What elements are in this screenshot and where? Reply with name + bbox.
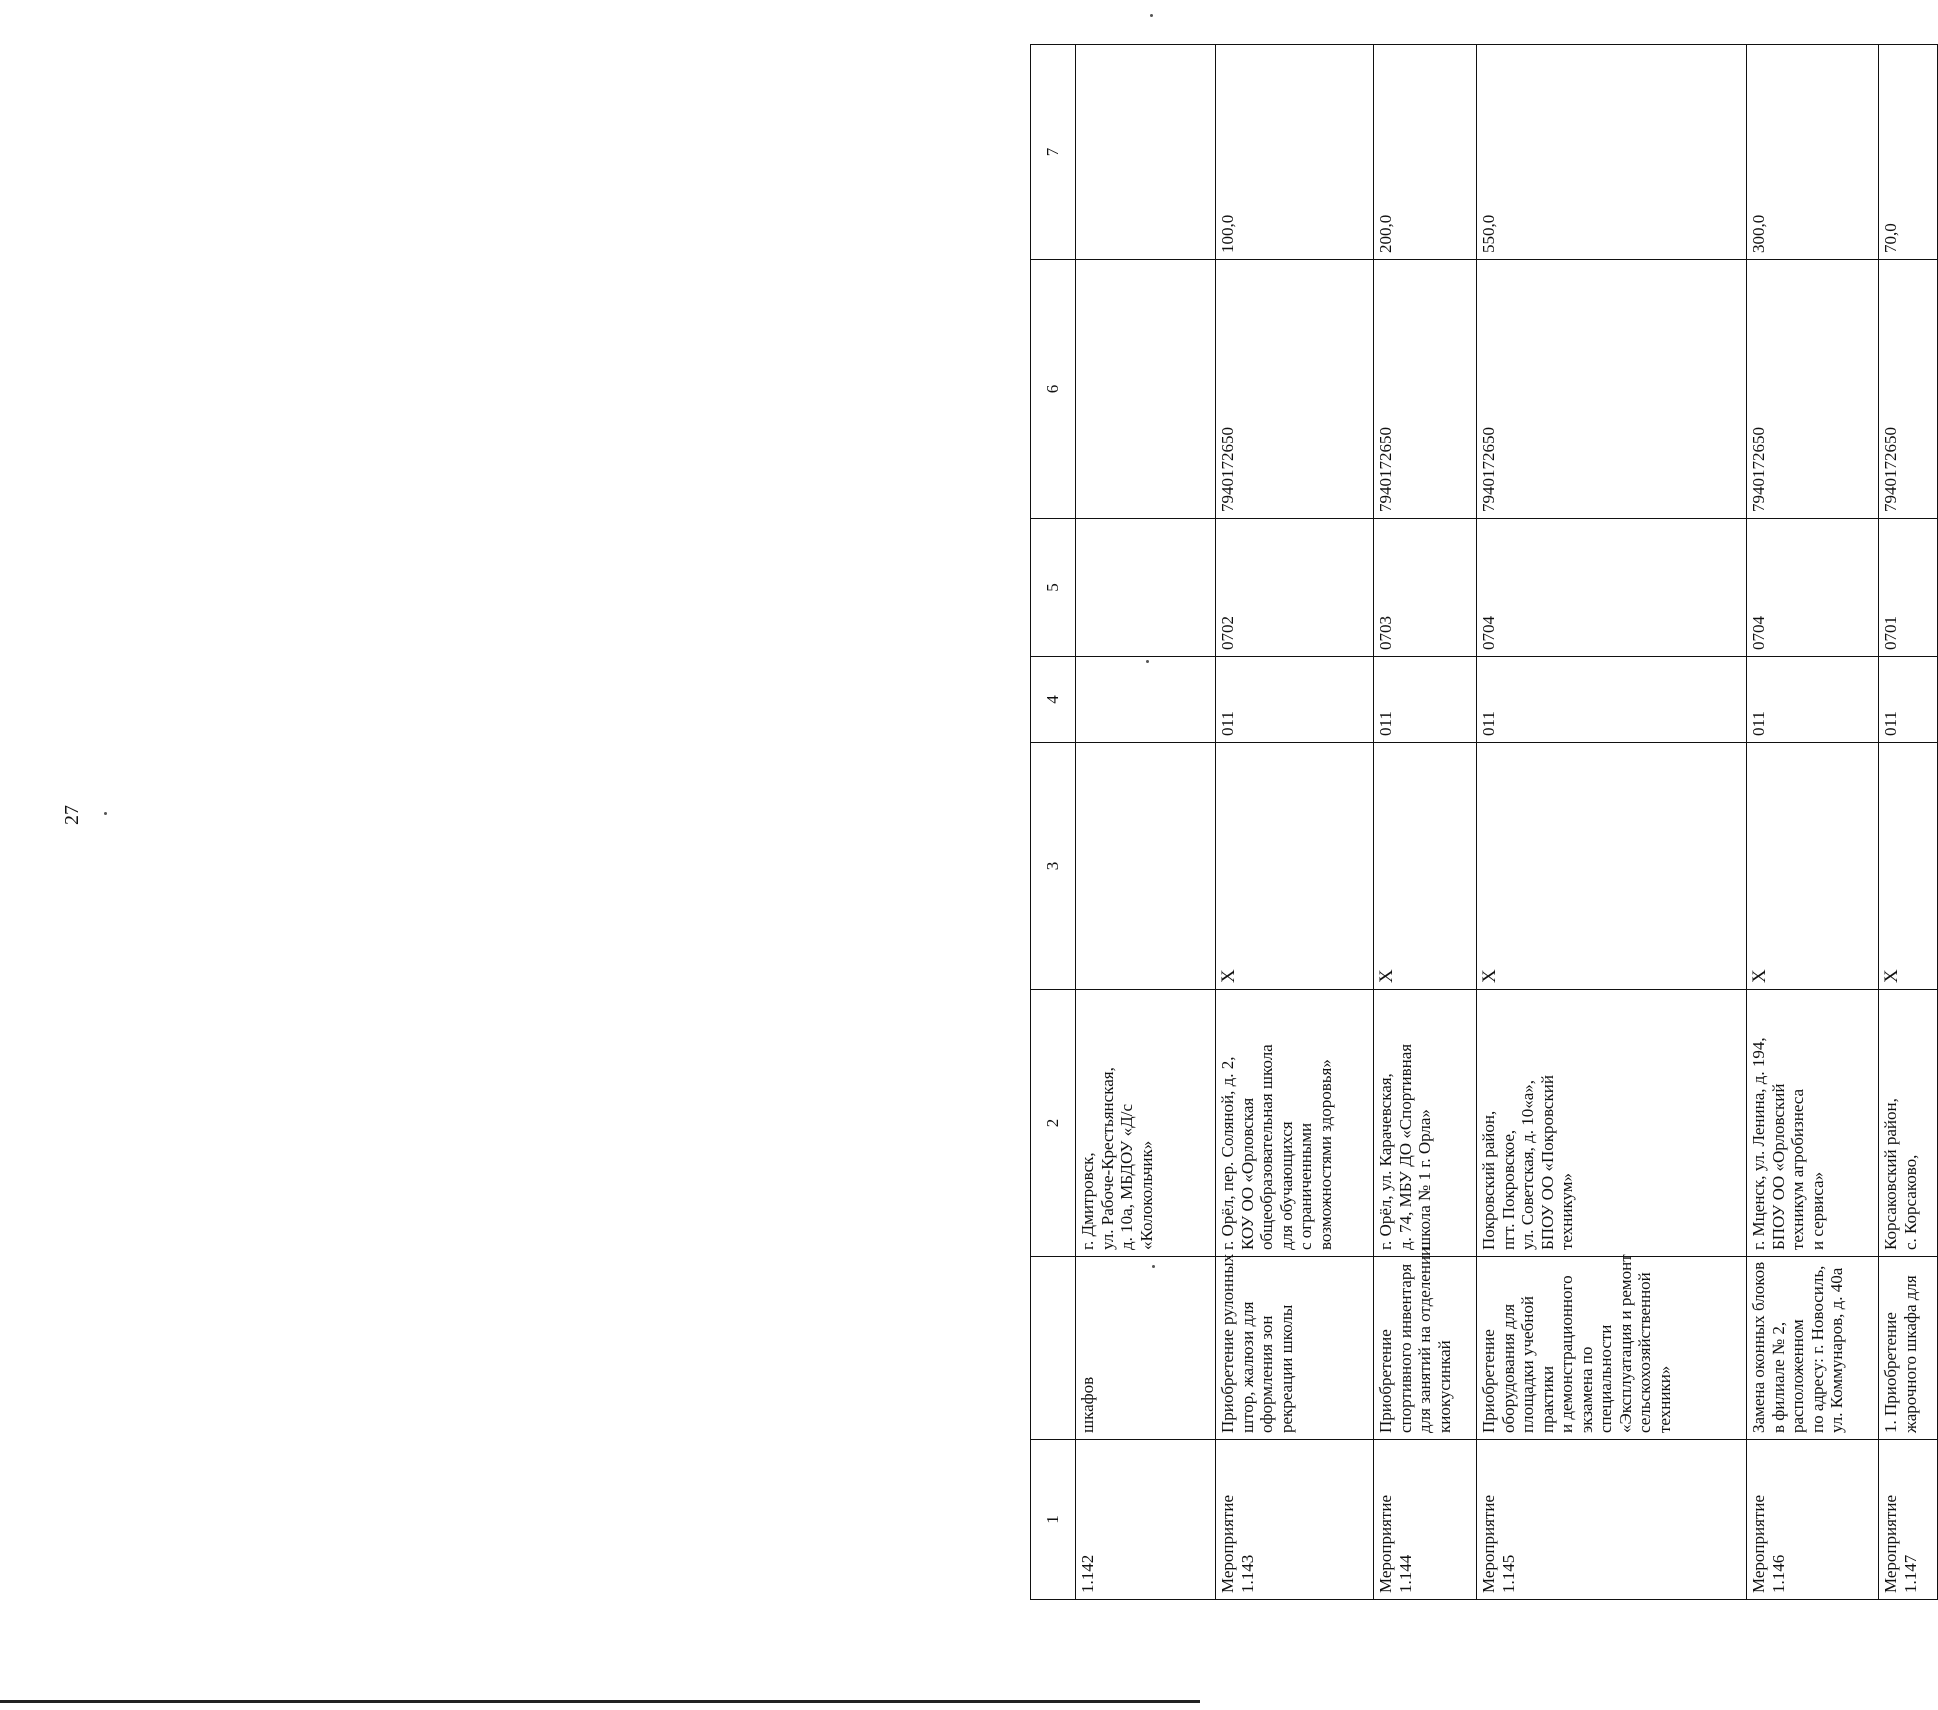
cell-line: для занятий на отделении: [1415, 1246, 1435, 1433]
table-row: [1477, 45, 1747, 1600]
cell-line: Замена оконных блоков: [1749, 1261, 1768, 1433]
code-cell: 011: [1216, 657, 1374, 743]
cell-line: г. Орёл, ул. Карачевская,: [1376, 1073, 1395, 1250]
cell-line: техникум агробизнеса: [1788, 1088, 1808, 1250]
cell-line: оформления зон: [1257, 1315, 1277, 1433]
cell-line: 1. Приобретение: [1881, 1312, 1900, 1433]
target-article-cell: [1076, 260, 1216, 519]
cell-line: Приобретение: [1479, 1329, 1498, 1433]
cell-line: ул. Рабоче-Крестьянская,: [1097, 1067, 1117, 1250]
section-code-cell: 0704: [1747, 519, 1879, 657]
cell-line: экзамена по: [1576, 1346, 1596, 1433]
cell-line: с. Корсаково,: [1900, 1154, 1920, 1250]
activity-address-cell: [1879, 990, 1938, 1257]
section-code-cell: 0701: [1879, 519, 1938, 657]
cell-line: сельскохозяйственной: [1635, 1272, 1655, 1433]
scan-speck: [1146, 660, 1149, 663]
cell-line: Корсаковский район,: [1881, 1098, 1900, 1250]
budget-activities-table: [1030, 44, 1938, 1600]
cell-line: расположенном: [1788, 1319, 1808, 1433]
code-cell: 011: [1477, 657, 1747, 743]
amount-cell: 200,0: [1374, 45, 1477, 260]
activity-description-cell: [1216, 1253, 1374, 1440]
cell-line: в филиале № 2,: [1768, 1321, 1788, 1433]
mark-cell: X: [1216, 743, 1374, 990]
header-col-1b: [1031, 1257, 1076, 1440]
cell-line: шкафов: [1078, 1376, 1097, 1433]
header-col-2: 2: [1031, 990, 1076, 1257]
mark-cell: X: [1747, 743, 1879, 990]
cell-line: рекреации школы: [1276, 1304, 1296, 1433]
activity-description-cell: [1374, 1246, 1477, 1440]
cell-line: пгт. Покровское,: [1498, 1129, 1518, 1250]
page-number: 27: [61, 805, 83, 825]
cell-line: техники»: [1654, 1365, 1674, 1433]
activity-address-cell: [1216, 990, 1374, 1257]
cell-line: и демонстрационного: [1557, 1275, 1577, 1433]
cell-line: для обучающихся: [1276, 1121, 1296, 1250]
amount-cell: [1076, 45, 1216, 260]
cell-line: д. 74, МБУ ДО «Спортивная: [1395, 1043, 1415, 1250]
table-body: [1076, 45, 1938, 1600]
cell-line: по адресу: г. Новосиль,: [1807, 1265, 1827, 1433]
header-col-3: 3: [1031, 743, 1076, 990]
cell-line: Приобретение: [1376, 1329, 1395, 1433]
code-cell: [1076, 657, 1216, 743]
code-cell: 011: [1374, 657, 1477, 743]
table-row: [1747, 45, 1879, 1600]
header-col-1: 1: [1031, 1440, 1076, 1600]
mark-cell: X: [1879, 743, 1938, 990]
table-row: [1076, 45, 1216, 1600]
cell-line: Мероприятие: [1479, 1494, 1498, 1593]
target-article-cell: 7940172650: [1216, 260, 1374, 519]
cell-line: г. Орёл, пер. Соляной, д. 2,: [1218, 1056, 1237, 1250]
cell-line: возможностями здоровья»: [1315, 1059, 1335, 1250]
activity-description-cell: [1879, 1257, 1938, 1440]
header-col-4: 4: [1031, 657, 1076, 743]
mark-cell: X: [1374, 743, 1477, 990]
section-code-cell: [1076, 519, 1216, 657]
cell-line: БПОУ ОО «Орловский: [1768, 1083, 1788, 1250]
cell-line: площадки учебной: [1518, 1296, 1538, 1433]
activity-number-cell: [1076, 1440, 1216, 1600]
cell-line: «Эксплуатация и ремонт: [1615, 1254, 1635, 1433]
activity-number-cell: [1747, 1440, 1879, 1600]
amount-cell: 70,0: [1879, 45, 1938, 260]
cell-line: спортивного инвентаря: [1395, 1263, 1415, 1433]
activity-description-cell: [1477, 1254, 1747, 1440]
activity-address-cell: [1374, 990, 1477, 1257]
activity-number-cell: [1477, 1440, 1747, 1600]
header-col-6: 6: [1031, 260, 1076, 519]
target-article-cell: 7940172650: [1374, 260, 1477, 519]
target-article-cell: 7940172650: [1477, 260, 1747, 519]
cell-line: практики: [1537, 1365, 1557, 1433]
cell-line: Мероприятие: [1749, 1494, 1768, 1593]
amount-cell: 300,0: [1747, 45, 1879, 260]
section-code-cell: 0703: [1374, 519, 1477, 657]
code-cell: 011: [1879, 657, 1938, 743]
cell-line: Мероприятие: [1881, 1494, 1900, 1593]
scan-speck: [1152, 1265, 1155, 1268]
target-article-cell: 7940172650: [1747, 260, 1879, 519]
scan-speck: [104, 812, 107, 815]
cell-line: Покровский район,: [1479, 1110, 1498, 1250]
cell-line: ул. Коммунаров, д. 40а: [1827, 1267, 1847, 1433]
table-header-row: [1031, 45, 1076, 1600]
activity-description-cell: [1747, 1257, 1879, 1440]
cell-line: жарочного шкафа для: [1900, 1275, 1920, 1433]
cell-line: штор, жалюзи для: [1237, 1301, 1257, 1433]
cell-line: с ограниченными: [1296, 1122, 1316, 1250]
mark-cell: X: [1477, 743, 1747, 990]
amount-cell: 550,0: [1477, 45, 1747, 260]
activity-number-cell: [1216, 1440, 1374, 1600]
cell-line: г. Дмитровск,: [1078, 1152, 1097, 1250]
cell-line: оборудования для: [1498, 1303, 1518, 1433]
target-article-cell: 7940172650: [1879, 260, 1938, 519]
activity-address-cell: [1076, 990, 1216, 1257]
cell-line: общеобразовательная школа: [1257, 1044, 1277, 1250]
activity-number-cell: [1374, 1440, 1477, 1600]
cell-line: специальности: [1596, 1324, 1616, 1433]
table-row: [1374, 45, 1477, 1600]
cell-line: 1.144: [1395, 1554, 1415, 1593]
cell-line: г. Мценск, ул. Ленина, д. 194,: [1749, 1037, 1768, 1250]
header-col-7: 7: [1031, 45, 1076, 260]
table-row: [1879, 45, 1938, 1600]
cell-line: д. 10а, МБДОУ «Д/с: [1117, 1104, 1137, 1250]
scan-bottom-edge: [0, 1700, 1200, 1703]
cell-line: 1.146: [1768, 1554, 1788, 1593]
header-col-5: 5: [1031, 519, 1076, 657]
cell-line: Приобретение рулонных: [1218, 1253, 1237, 1433]
cell-line: школа № 1 г. Орла»: [1415, 1109, 1435, 1250]
cell-line: Мероприятие: [1376, 1494, 1395, 1593]
activity-description-cell: [1076, 1257, 1216, 1440]
cell-line: киокусинкай: [1434, 1340, 1454, 1433]
cell-line: 1.147: [1900, 1554, 1920, 1593]
cell-line: 1.143: [1237, 1554, 1257, 1593]
code-cell: 011: [1747, 657, 1879, 743]
section-code-cell: 0702: [1216, 519, 1374, 657]
cell-line: 1.145: [1498, 1554, 1518, 1593]
activity-number-cell: [1879, 1440, 1938, 1600]
amount-cell: 100,0: [1216, 45, 1374, 260]
mark-cell: [1076, 743, 1216, 990]
cell-line: КОУ ОО «Орловская: [1237, 1097, 1257, 1250]
cell-line: Мероприятие: [1218, 1494, 1237, 1593]
section-code-cell: 0704: [1477, 519, 1747, 657]
cell-line: ул. Советская, д. 10«а»,: [1518, 1079, 1538, 1250]
cell-line: «Колокольчик»: [1136, 1140, 1156, 1250]
scan-speck: [1150, 14, 1153, 17]
cell-line: и сервиса»: [1807, 1171, 1827, 1250]
table-row: [1216, 45, 1374, 1600]
cell-line: техникум»: [1557, 1173, 1577, 1250]
cell-line: 1.142: [1078, 1554, 1097, 1593]
activity-address-cell: [1747, 990, 1879, 1257]
rotated-page-content: [1030, 45, 1920, 1600]
activity-address-cell: [1477, 990, 1747, 1257]
cell-line: БПОУ ОО «Покровский: [1537, 1075, 1557, 1250]
